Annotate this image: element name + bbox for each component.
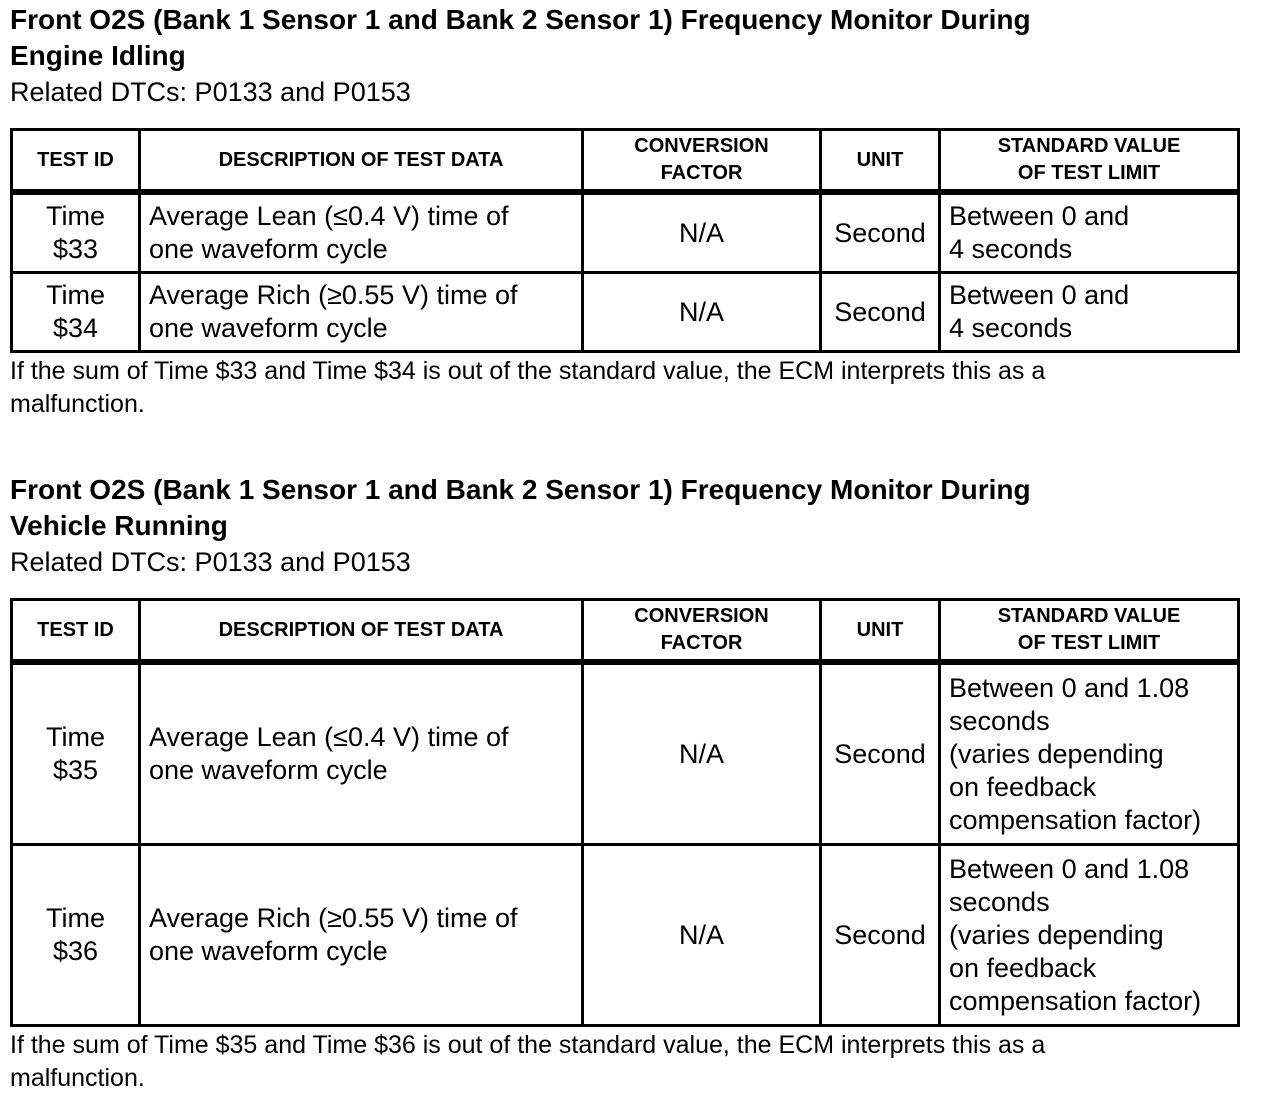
cell-line: Average Rich (≥0.55 V) time of bbox=[149, 280, 518, 310]
table-row bbox=[12, 845, 1239, 1026]
cell-line: $36 bbox=[52, 936, 99, 966]
cell-line: one waveform cycle bbox=[149, 234, 388, 264]
header-line: OF TEST LIMIT bbox=[1017, 162, 1161, 184]
cell-standard-value bbox=[940, 845, 1239, 1026]
cell-line: seconds bbox=[949, 886, 1050, 917]
header-description: DESCRIPTION OF TEST DATA bbox=[140, 130, 583, 193]
cell-line: one waveform cycle bbox=[149, 755, 388, 785]
cell-line: Between 0 and 1.08 bbox=[949, 672, 1190, 703]
cell-test-id bbox=[12, 273, 140, 352]
header-line: CONVERSION bbox=[634, 135, 769, 157]
footnote-line: malfunction. bbox=[10, 390, 145, 418]
cell-unit: Second bbox=[821, 662, 940, 845]
cell-line: Time bbox=[46, 722, 105, 752]
cell-conversion-factor: N/A bbox=[583, 845, 821, 1026]
cell-standard-value bbox=[940, 192, 1239, 273]
test-data-table bbox=[10, 128, 1240, 353]
cell-description bbox=[140, 273, 583, 352]
cell-test-id bbox=[12, 662, 140, 845]
section-vehicle-running bbox=[10, 472, 1238, 1095]
header-standard-value bbox=[940, 130, 1239, 193]
section-title-line: Front O2S (Bank 1 Sensor 1 and Bank 2 Sensor 1) Frequency Monitor During bbox=[10, 474, 1031, 505]
header-conversion-factor bbox=[583, 130, 821, 193]
header-line: FACTOR bbox=[660, 632, 743, 654]
cell-line: Between 0 and bbox=[949, 280, 1130, 310]
cell-line: 4 seconds bbox=[949, 313, 1073, 343]
header-test-id: TEST ID bbox=[12, 600, 140, 663]
cell-description bbox=[140, 192, 583, 273]
footnote bbox=[10, 355, 1238, 421]
cell-standard-value bbox=[940, 273, 1239, 352]
cell-line: Average Lean (≤0.4 V) time of bbox=[149, 201, 509, 231]
header-unit: UNIT bbox=[821, 600, 940, 663]
cell-line: Average Lean (≤0.4 V) time of bbox=[149, 722, 509, 752]
table-row bbox=[12, 273, 1239, 352]
section-title-line: Front O2S (Bank 1 Sensor 1 and Bank 2 Sensor 1) Frequency Monitor During bbox=[10, 4, 1031, 35]
cell-unit: Second bbox=[821, 273, 940, 352]
cell-line: 4 seconds bbox=[949, 234, 1073, 264]
footnote-line: If the sum of Time $35 and Time $36 is out of the standard value, the ECM interprets this as a bbox=[10, 1031, 1046, 1059]
header-line: FACTOR bbox=[660, 162, 743, 184]
footnote-line: If the sum of Time $33 and Time $34 is out of the standard value, the ECM interprets this as a bbox=[10, 357, 1046, 385]
cell-line: $33 bbox=[52, 234, 99, 264]
cell-line: Time bbox=[46, 903, 105, 933]
section-engine-idling bbox=[10, 2, 1238, 421]
cell-line: (varies depending bbox=[949, 919, 1164, 950]
table-row bbox=[12, 192, 1239, 273]
header-line: OF TEST LIMIT bbox=[1017, 632, 1161, 654]
table-header-row bbox=[12, 600, 1239, 663]
table-header-row bbox=[12, 130, 1239, 193]
cell-line: Between 0 and 1.08 bbox=[949, 853, 1190, 884]
header-unit: UNIT bbox=[821, 130, 940, 193]
cell-unit: Second bbox=[821, 845, 940, 1026]
header-test-id: TEST ID bbox=[12, 130, 140, 193]
section-title bbox=[10, 472, 1238, 544]
cell-line: Between 0 and bbox=[949, 201, 1130, 231]
section-title bbox=[10, 2, 1238, 74]
section-title-line: Engine Idling bbox=[10, 40, 186, 71]
cell-conversion-factor: N/A bbox=[583, 192, 821, 273]
table-row bbox=[12, 662, 1239, 845]
cell-test-id bbox=[12, 845, 140, 1026]
footnote-line: malfunction. bbox=[10, 1064, 145, 1092]
section-title-line: Vehicle Running bbox=[10, 510, 228, 541]
cell-description bbox=[140, 845, 583, 1026]
cell-line: Average Rich (≥0.55 V) time of bbox=[149, 903, 518, 933]
cell-line: $34 bbox=[52, 313, 99, 343]
cell-line: one waveform cycle bbox=[149, 313, 388, 343]
cell-line: (varies depending bbox=[949, 738, 1164, 769]
cell-line: $35 bbox=[52, 755, 99, 785]
header-line: STANDARD VALUE bbox=[997, 135, 1181, 157]
cell-line: Time bbox=[46, 201, 105, 231]
cell-line: on feedback bbox=[949, 952, 1097, 983]
header-line: CONVERSION bbox=[634, 605, 769, 627]
cell-line: on feedback bbox=[949, 771, 1097, 802]
header-description: DESCRIPTION OF TEST DATA bbox=[140, 600, 583, 663]
header-line: STANDARD VALUE bbox=[997, 605, 1181, 627]
cell-line: one waveform cycle bbox=[149, 936, 388, 966]
cell-standard-value bbox=[940, 662, 1239, 845]
cell-description bbox=[140, 662, 583, 845]
cell-line: compensation factor) bbox=[949, 804, 1202, 835]
cell-unit: Second bbox=[821, 192, 940, 273]
cell-line: Time bbox=[46, 280, 105, 310]
cell-conversion-factor: N/A bbox=[583, 273, 821, 352]
header-standard-value bbox=[940, 600, 1239, 663]
related-dtcs: Related DTCs: P0133 and P0153 bbox=[10, 547, 411, 577]
footnote bbox=[10, 1029, 1238, 1095]
test-data-table bbox=[10, 598, 1240, 1027]
related-dtcs: Related DTCs: P0133 and P0153 bbox=[10, 77, 411, 107]
cell-conversion-factor: N/A bbox=[583, 662, 821, 845]
cell-test-id bbox=[12, 192, 140, 273]
header-conversion-factor bbox=[583, 600, 821, 663]
cell-line: compensation factor) bbox=[949, 985, 1202, 1016]
cell-line: seconds bbox=[949, 705, 1050, 736]
